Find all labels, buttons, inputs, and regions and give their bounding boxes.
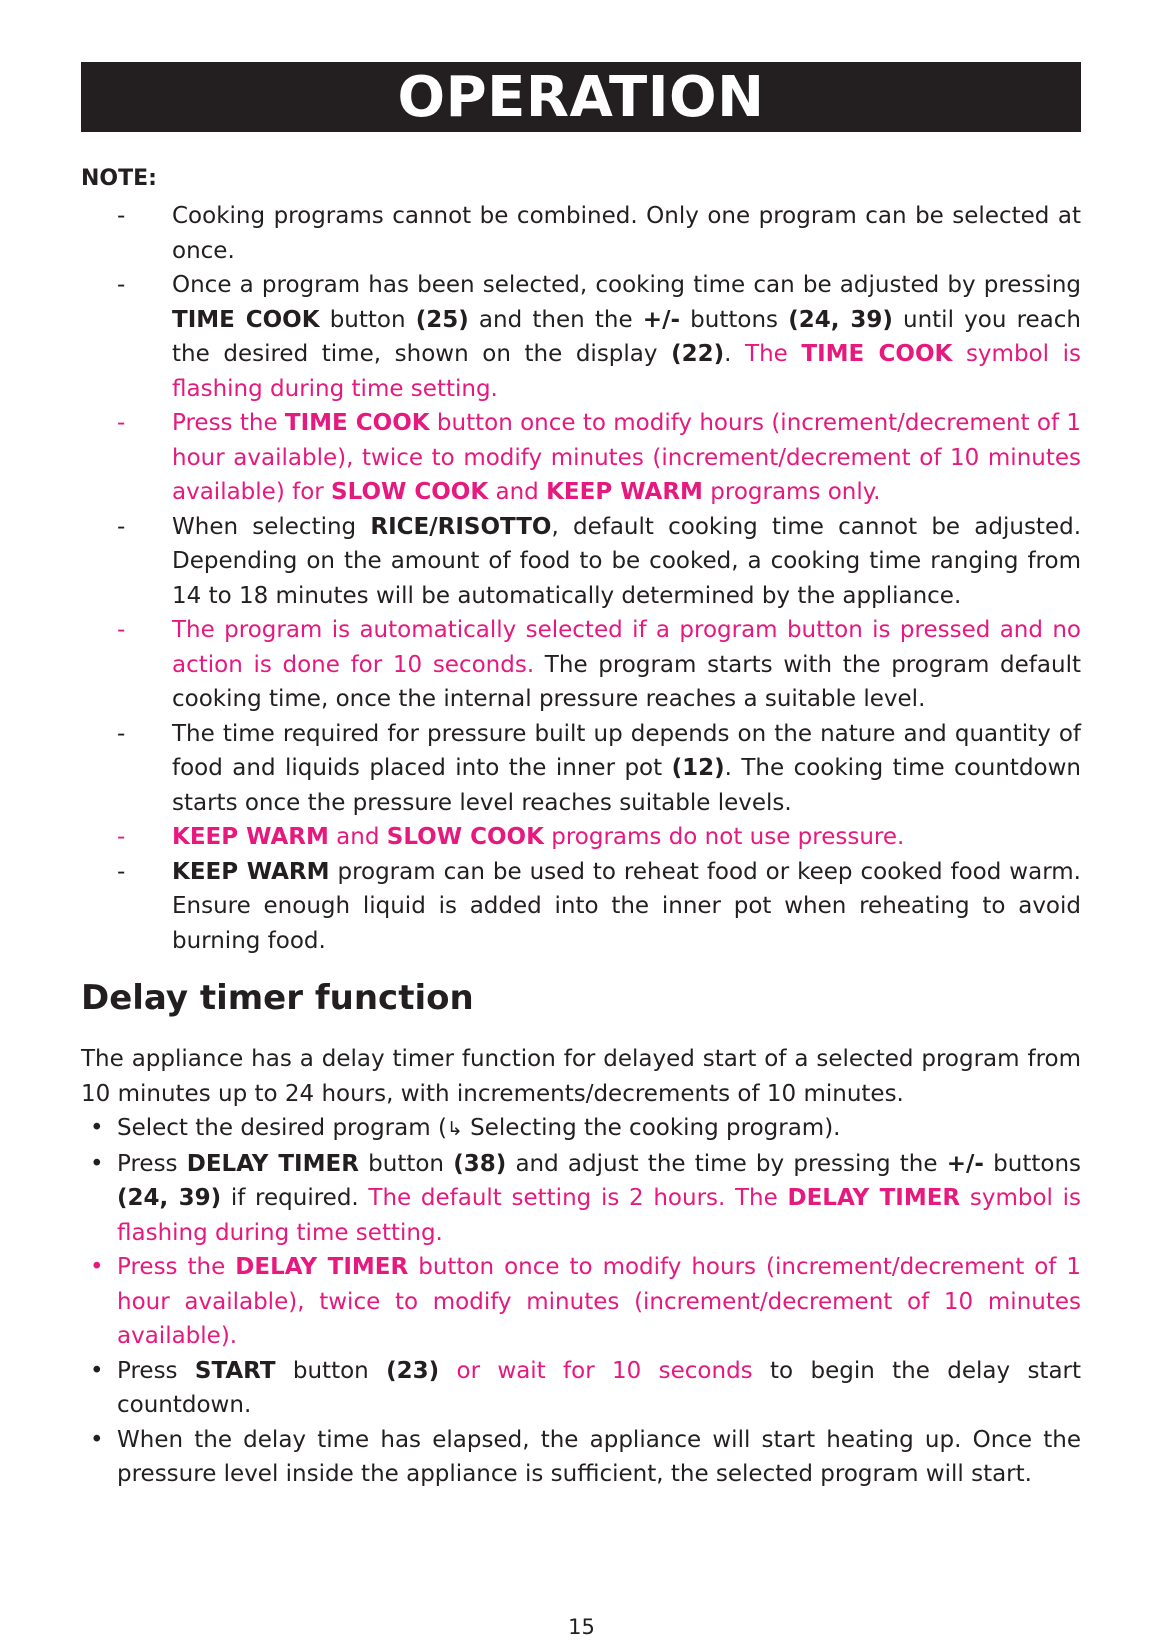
note-item-1: - Cooking programs cannot be combined. Only one program can be selected at once. [81,199,1081,268]
cross-reference-arrow-icon: ↳ [446,1118,463,1140]
bullet-marker: • [90,1254,104,1280]
delay-step-5: • When the delay time has elapsed, the appliance will start heating up. Once the pressure level inside the appliance is sufficient, the selected program will start. [81,1423,1081,1492]
note-item-5: - The program is automatically selected if a program button is pressed and no action is done for 10 seconds. The program starts with the program default cooking time, once the internal pressure reaches a suitable level. [81,613,1081,717]
note-item-4: - When selecting RICE/RISOTTO, default cooking time cannot be adjusted. Depending on the amount of food to be cooked, a cooking time ranging from 14 to 18 minutes will be automatically determined by the appliance. [81,510,1081,614]
note-label: NOTE: [81,166,157,191]
dash-marker: - [117,513,126,540]
note-list [81,199,1081,958]
delay-timer-heading: Delay timer function [81,978,474,1018]
note-item-8: - KEEP WARM program can be used to reheat food or keep cooked food warm. Ensure enough liquid is added into the inner pot when reheating to avoid burning food. [81,855,1081,959]
section-title: OPERATION [397,64,765,130]
dash-marker: - [117,858,126,885]
delay-step-3: • Press the DELAY TIMER button once to modify hours (increment/decrement of 1 hour available), twice to modify minutes (increment/decrement of 10 minutes available). [81,1250,1081,1354]
dash-marker: - [117,824,126,850]
bullet-marker: • [90,1426,104,1453]
dash-marker: - [117,203,126,229]
bullet-marker: • [90,1357,104,1384]
delay-step-1: • Select the desired program (↳ Selecting the cooking program). [81,1111,1081,1147]
delay-step-4: • Press START button (23) or wait for 10 seconds to begin the delay start countdown. [81,1354,1081,1423]
note-item-7: - KEEP WARM and SLOW COOK programs do not use pressure. [81,820,1081,855]
note-item-2: - Once a program has been selected, cooking time can be adjusted by pressing TIME COOK button (25) and then the +/- buttons (24, 39) until you reach the desired time, shown on the display (22). The TIME COOK symbol is flashing during time setting. [81,268,1081,406]
delay-step-2: • Press DELAY TIMER button (38) and adjust the time by pressing the +/- buttons (24, 39) if required. The default setting is 2 hours. The DELAY TIMER symbol is flashing during time setting. [81,1147,1081,1251]
note-item-6: - The time required for pressure built up depends on the nature and quantity of food and liquids placed into the inner pot (12). The cooking time countdown starts once the pressure level reaches suitable levels. [81,717,1081,821]
dash-marker: - [117,410,126,436]
dash-marker: - [117,720,126,747]
note-item-3: - Press the TIME COOK button once to modify hours (increment/decrement of 1 hour available), twice to modify minutes (increment/decrement of 10 minutes available) for SLOW COOK and KEEP WARM programs only. [81,406,1081,510]
dash-marker: - [117,272,126,298]
delay-timer-intro: The appliance has a delay timer function for delayed start of a selected program from 10 minutes up to 24 hours, with increments/decrements of 10 minutes. [81,1046,1081,1107]
bullet-marker: • [90,1115,104,1141]
delay-timer-steps [81,1111,1081,1492]
section-header-banner [81,62,1081,132]
page-number: 15 [568,1615,595,1639]
bullet-marker: • [90,1150,104,1177]
dash-marker: - [117,617,126,643]
